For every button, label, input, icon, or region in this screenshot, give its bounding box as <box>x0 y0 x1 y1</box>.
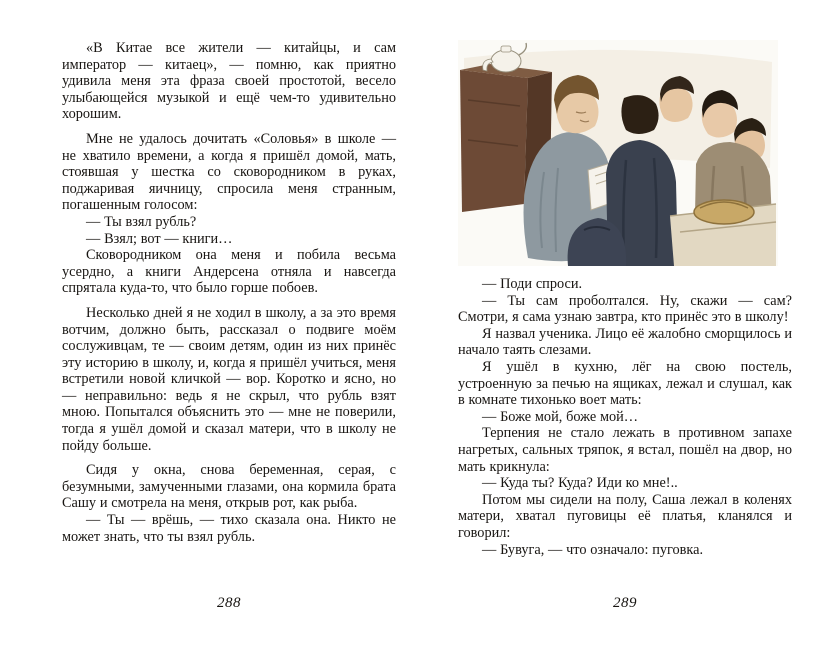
paragraph: — Куда ты? Куда? Иди ко мне!.. <box>482 475 678 492</box>
paragraph: — Бувуга, — что означало: пуговка. <box>482 541 704 558</box>
left-page-number: 288 <box>217 595 241 611</box>
right-page-number: 289 <box>613 595 637 611</box>
paragraph: «В Китае все жители — китайцы, и сам император — китаец», — помню, как приятно удивила меня эта фраза своей простотой, весело улыбающейся музыкой и ещё чем-то удивительно хорошим. <box>62 40 396 123</box>
paragraph: Мне не удалось дочитать «Соловья» в школе — не хватило времени, а когда я пришёл домой, мать, стоявшая у шестка со сковородником в руках, поджаривая яичницу, спросила меня странным, погашенным голосом: <box>62 130 396 214</box>
illustration-drawing <box>458 40 778 266</box>
paragraph: — Поди спроси. <box>482 276 583 292</box>
book-illustration <box>458 40 778 266</box>
paragraph: Потом мы сидели на полу, Саша лежал в коленях матери, хватал пуговицы её платья, кланялся и говорил: <box>458 491 792 541</box>
paragraph: Сковородником она меня и побила весьма усердно, а книги Андерсена отняла и навсегда спрятала куда-то, что было горше побоев. <box>62 247 396 297</box>
paragraph: — Ты сам проболтался. Ну, скажи — сам? Смотри, я сама узнаю завтра, кто принёс это в школу! <box>458 292 792 326</box>
paragraph: Я ушёл в кухню, лёг на свою постель, устроенную за печью на ящиках, лежал и слушал, как в комнате тихонько воет мать: <box>458 358 792 409</box>
paragraph: — Ты взял рубль? <box>86 213 197 230</box>
paragraph: Терпения не стало лежать в противном запахе нагретых, сальных тряпок, я встал, пошёл на двор, но мать крикнула: <box>458 425 792 475</box>
left-page-text <box>62 40 396 545</box>
paragraph: Несколько дней я не ходил в школу, а за это время вотчим, должно быть, рассказал о подвиге моём сослуживцам, те — своим детям, один из них принёс эту историю в школу, и, когда я пришёл учиться, меня встретили новой кличкой — вор. Коротко и ясно, но — неправильно: ведь я не скрыл, что рубль взят мною. Попытался объяснить это — мне не поверили, тогда я ушёл домой и сказал матери, что в школу не пойду больше. <box>62 304 396 454</box>
right-page-text <box>458 276 792 558</box>
right-page <box>458 40 792 656</box>
left-page <box>62 40 396 656</box>
paragraph: — Боже мой, боже мой… <box>482 408 639 425</box>
paragraph: — Ты — врёшь, — тихо сказала она. Никто не может знать, что ты взял рубль. <box>62 512 396 545</box>
paragraph: — Взял; вот — книги… <box>86 230 233 247</box>
paragraph: Я назвал ученика. Лицо её жалобно сморщилось и начало таять слезами. <box>458 325 792 359</box>
paragraph: Сидя у окна, снова беременная, серая, с безумными, замученными глазами, она кормила брата Сашу и смотрела на меня, открыв рот, как рыба. <box>62 462 396 512</box>
